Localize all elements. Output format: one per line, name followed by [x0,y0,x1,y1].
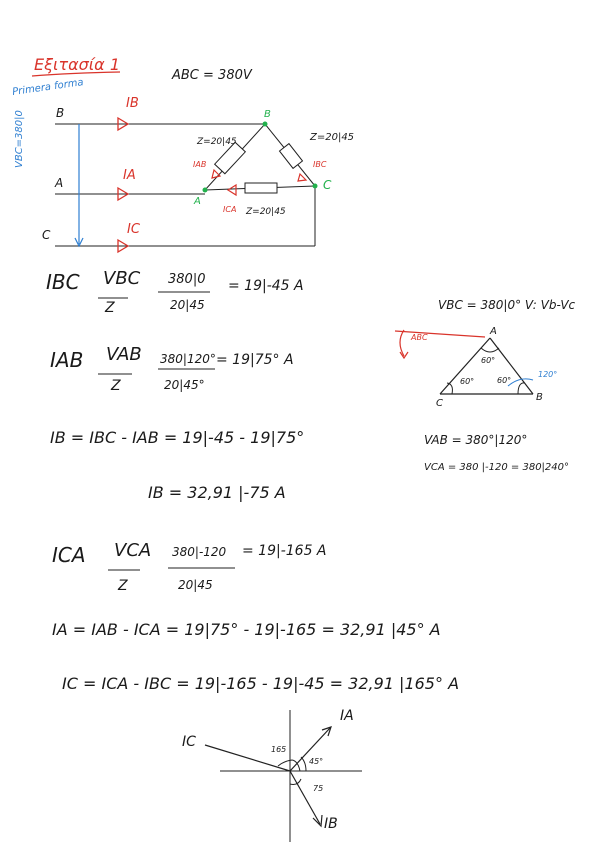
phasor-ang-165: 165 [271,745,287,754]
eq-ibc-result: = 19|-45 A [228,278,304,294]
eq-ica-den-val: 20|45 [178,578,213,592]
tri-vab: VAB = 380°|120° [424,433,528,447]
eq-iab-result: = 19|75° A [216,352,294,368]
arrow-iab [212,170,220,178]
phasor-ang-45: 45° [309,757,324,766]
tri-ab [490,338,533,394]
node-c-dot [313,184,318,189]
arc-b [518,383,525,394]
eq-iab-num-val: 380|120° [160,352,216,366]
node-a-dot [203,188,208,193]
eq-ibc-num: VBC [103,268,141,289]
eq-ibc-num-val: 380|0 [168,272,206,287]
eq-ib-line: IB = IBC - IAB = 19|-45 - 19|75° [50,428,305,447]
page-subtitle: Primera forma [11,77,85,98]
eq-ica-num: VCA [114,540,152,561]
eq-ibc-den-val: 20|45 [170,298,205,312]
node-b-label: B [264,109,271,120]
eq-ibc-den: Z [105,300,115,316]
arc-a [481,348,499,352]
line-c-label: C [42,228,51,242]
arrow-ibc [298,174,306,181]
eq-ib-result: IB = 32,91 |-75 A [148,483,286,502]
vbc-label: VBC=380|0 [14,110,25,168]
i-ab-label: IAB [193,160,207,169]
tri-node-b: B [536,392,543,403]
eq-iab-num: VAB [106,344,142,365]
z-bc-label: Z=20|45 [310,132,355,143]
i-bc-label: IBC [313,160,327,169]
eq-iab-den-val: 20|45° [164,378,205,392]
phasor-ic-label: IC [182,734,196,750]
phasor-ib-label: IB [324,816,338,832]
tri-node-c: C [436,398,443,409]
tri-vca: VCA = 380 |-120 = 380|240° [424,462,570,473]
tri-angle-120: 120° [538,370,558,379]
eq-iab-lhs: IAB [50,348,84,372]
eq-iab-den: Z [111,378,121,394]
seq-line [395,331,485,337]
eq-ica-result: = 19|-165 A [242,543,327,559]
phasor-ang-75: 75 [313,784,324,793]
phasor-ia-label: IA [340,708,354,724]
current-c-label: IC [127,222,140,237]
eq-ia-line: IA = IAB - ICA = 19|75° - 19|-165 = 32,91 |45° A [52,620,441,639]
z-bc-box [279,144,302,169]
arrow-ica [228,185,236,195]
node-a-label: A [194,196,201,207]
tri-angle-c: 60° [460,377,475,386]
eq-ica-num-val: 380|-120 [172,545,227,559]
page-title: Εξιτασία 1 [34,55,120,74]
z-ca-label: Z=20|45 [246,207,286,217]
eq-ibc-lhs: IBC [46,270,80,294]
eq-ica-lhs: ICA [52,543,86,567]
tri-vbc-ref: VBC = 380|0° V: Vb-Vc [438,298,576,312]
system-voltage: ABC = 380V [172,68,252,83]
z-ab-label: Z=20|45 [197,137,237,147]
line-a-label: A [55,176,64,190]
eq-ica-den: Z [118,578,128,594]
current-a-label: IA [123,168,136,183]
i-ca-label: ICA [223,205,237,214]
z-ca-box [245,183,277,193]
phasor-ib [290,771,320,824]
node-c-label: C [323,178,332,192]
eq-ic-line: IC = ICA - IBC = 19|-165 - 19|-45 = 32,91 |165° A [62,674,460,693]
tri-seq: ABC [411,333,428,342]
tri-angle-b: 60° [497,376,512,385]
arc-165 [278,760,300,771]
current-b-label: IB [126,96,139,111]
tri-node-a: A [490,326,497,337]
tri-angle-a: 60° [481,356,496,365]
line-b-label: B [56,106,65,120]
node-b-dot [263,122,268,127]
